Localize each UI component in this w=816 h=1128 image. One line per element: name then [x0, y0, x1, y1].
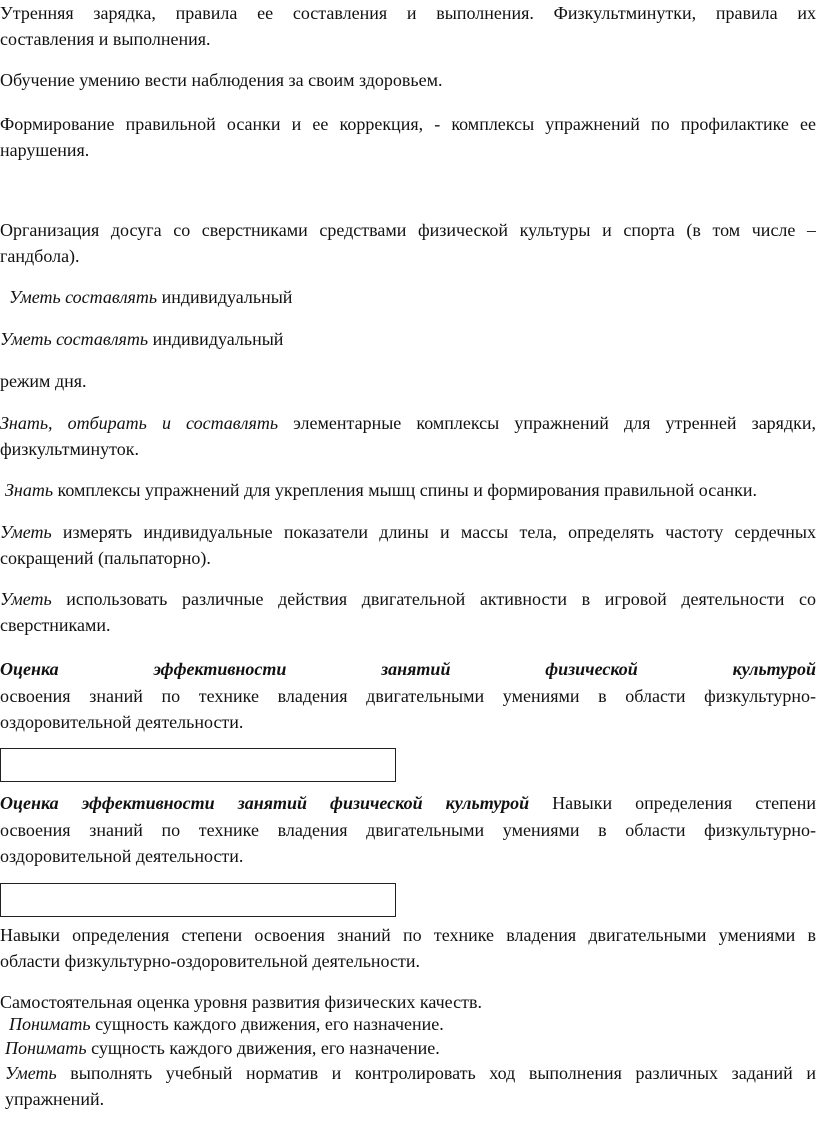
- text-line: режим дня.: [0, 371, 87, 391]
- italic-term: Понимать: [9, 1014, 91, 1034]
- bullet-item: [0, 284, 816, 311]
- paragraph-assessment: [0, 656, 816, 735]
- paragraph-item: [0, 1060, 816, 1112]
- italic-term: Уметь составлять: [0, 329, 149, 349]
- text-line: физкультминуток.: [0, 439, 140, 459]
- assessment-heading: Оценка эффективности занятий физической культурой: [0, 659, 816, 679]
- text-line: сверстниками.: [0, 615, 111, 635]
- paragraph-skills: [0, 922, 816, 974]
- text-line: Организация досуга со сверстниками средствами физической культуры и спорта (в том числе –: [0, 220, 816, 240]
- paragraph-item: [0, 410, 816, 462]
- paragraph-assessment: [0, 790, 816, 869]
- text-rest: индивидуальный: [148, 329, 284, 349]
- paragraph-item: [0, 519, 816, 571]
- text-rest: элементарные комплексы упражнений для утренней зарядки,: [278, 413, 816, 433]
- text-rest: использовать различные действия двигательной активности в игровой деятельности со: [51, 589, 816, 609]
- paragraph-morning-exercise: [0, 0, 816, 52]
- italic-term: Уметь: [5, 1063, 57, 1083]
- text-rest: выполнять учебный норматив и контролировать ход выполнения различных заданий и: [56, 1063, 816, 1083]
- italic-term: Знать: [5, 480, 54, 500]
- text-line: составления и выполнения.: [0, 29, 211, 49]
- text-line: освоения знаний по технике владения двигательными умениями в области физкультурно-: [0, 820, 816, 840]
- text-rest: комплексы упражнений для укрепления мышц спины и формирования правильной осанки.: [53, 480, 757, 500]
- paragraph-item: [0, 368, 816, 394]
- italic-term: Уметь: [0, 589, 52, 609]
- text-rest: сущность каждого движения, его назначение.: [86, 1038, 440, 1058]
- italic-term: Понимать: [5, 1038, 87, 1058]
- empty-frame: [0, 748, 396, 782]
- text-line: оздоровительной деятельности.: [0, 846, 244, 866]
- text-line: Утренняя зарядка, правила ее составления и выполнения. Физкультминутки, правила их: [0, 3, 816, 23]
- text-rest: измерять индивидуальные показатели длины и массы тела, определять частоту сердечных: [51, 522, 816, 542]
- text-line: Самостоятельная оценка уровня развития физических качеств.: [0, 992, 482, 1012]
- text-line: оздоровительной деятельности.: [0, 712, 244, 732]
- text-line: упражнений.: [5, 1089, 105, 1109]
- empty-frame: [0, 883, 396, 917]
- text-line: области физкультурно-оздоровительной деятельности.: [0, 951, 420, 971]
- paragraph-leisure: [0, 217, 816, 269]
- paragraph-item: [0, 477, 816, 503]
- text-line: нарушения.: [0, 140, 90, 160]
- text-rest: сущность каждого движения, его назначение.: [90, 1014, 444, 1034]
- text-rest: индивидуальный: [157, 287, 293, 307]
- text-line: Формирование правильной осанки и ее коррекция, - комплексы упражнений по профилактике ее: [0, 114, 816, 134]
- assessment-heading: Оценка эффективности занятий физической культурой: [0, 793, 530, 813]
- paragraph-item: [0, 326, 816, 352]
- text-line: освоения знаний по технике владения двигательными умениями в области физкультурно-: [0, 686, 816, 706]
- paragraph-health-observation: [0, 67, 816, 93]
- text-line: сокращений (пальпаторно).: [0, 548, 211, 568]
- text-rest: Навыки определения степени: [552, 793, 816, 813]
- text-line: гандбола).: [0, 246, 80, 266]
- paragraph-item: [0, 1035, 816, 1061]
- text-line: Обучение умению вести наблюдения за своим здоровьем.: [0, 70, 443, 90]
- text-line: Навыки определения степени освоения знаний по технике владения двигательными умениями в: [0, 925, 816, 945]
- italic-term: Уметь составлять: [9, 287, 158, 307]
- paragraph-item: [0, 586, 816, 638]
- paragraph-posture: [0, 111, 816, 163]
- italic-term: Знать, отбирать и составлять: [0, 413, 279, 433]
- bullet-item: [0, 1011, 816, 1038]
- italic-term: Уметь: [0, 522, 52, 542]
